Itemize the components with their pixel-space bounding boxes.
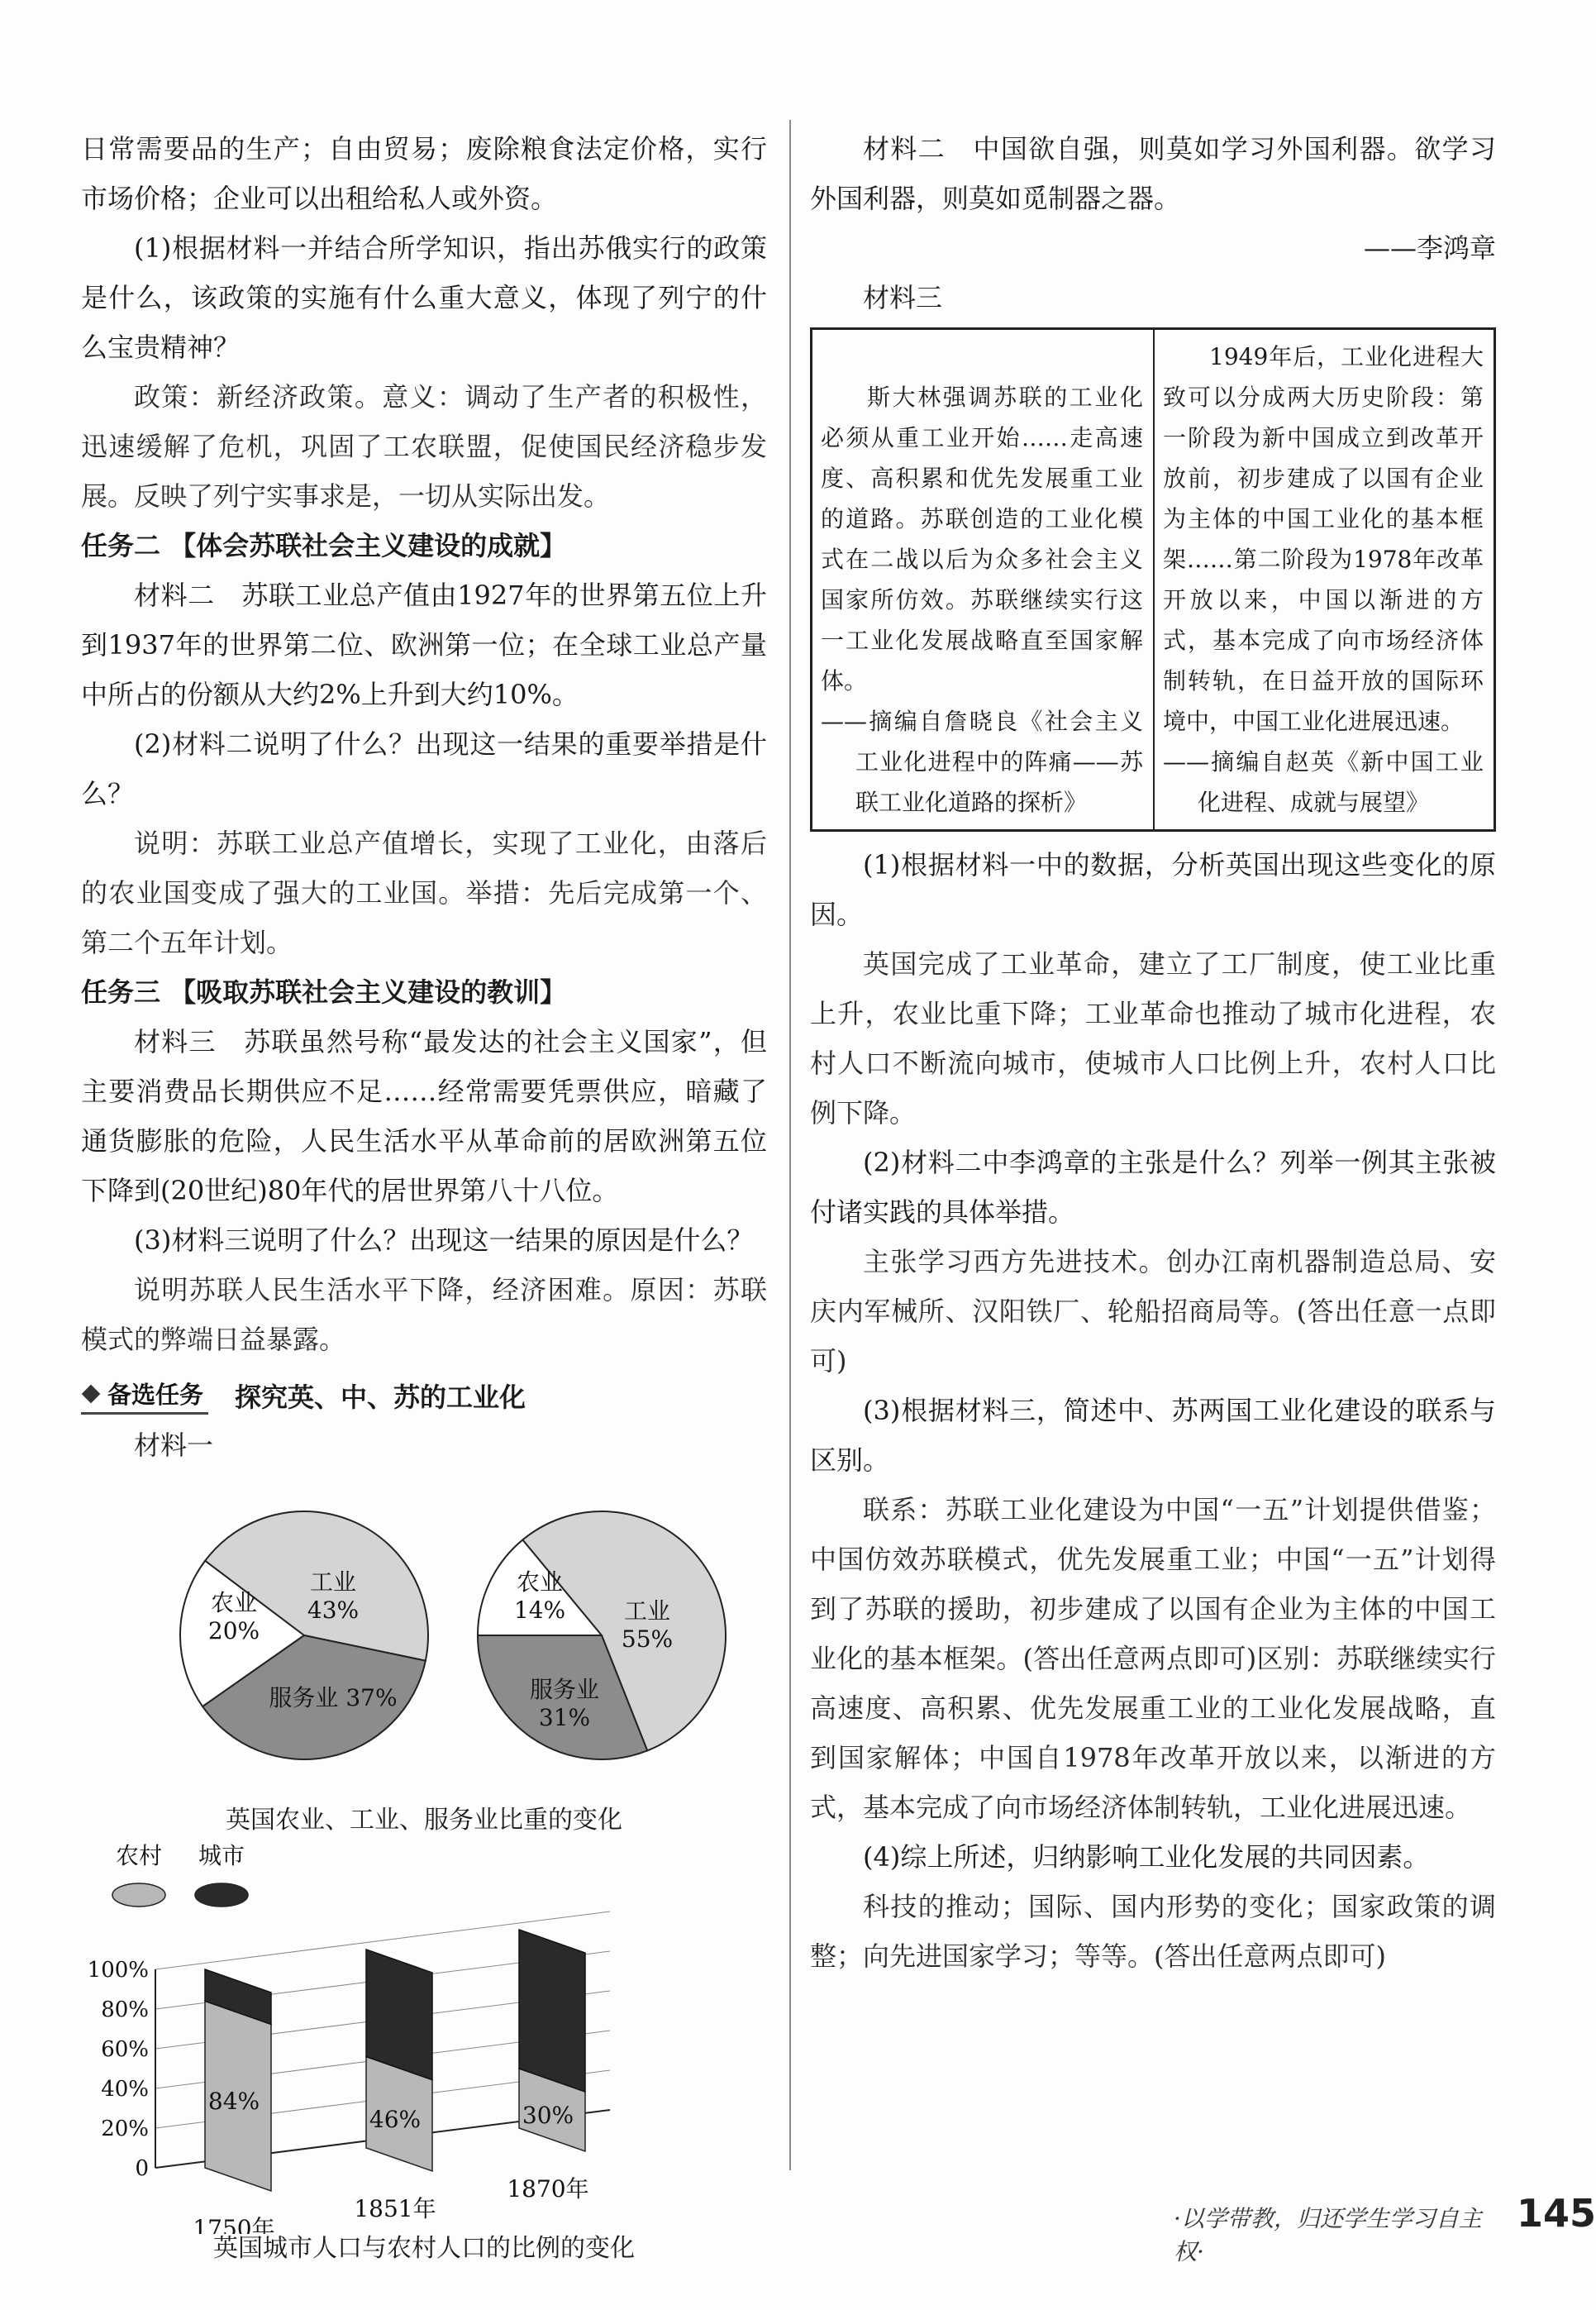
question-3: (3)材料三说明了什么？出现这一结果的原因是什么？ <box>134 1224 754 1256</box>
task-3-heading: 任务三 【吸取苏联社会主义建设的教训】 <box>81 976 567 1008</box>
table-left-source: ——摘编自詹晓良《社会主义工业化进程中的阵痛——苏联工业化道路的探析》 <box>821 708 1143 816</box>
x-tick-label: 1750年 <box>193 2215 275 2234</box>
legend-swatch <box>112 1883 165 1907</box>
pie-label-text: 服务业 <box>529 1676 600 1703</box>
optional-task-title: 探究英、中、苏的工业化 <box>235 1382 526 1413</box>
bar-chart-caption: 英国城市人口与农村人口的比例的变化 <box>213 2234 635 2263</box>
pie-label-text: 工业 <box>309 1568 357 1596</box>
x-tick-label: 1851年 <box>354 2195 436 2222</box>
right-question-2: (2)材料二中李鸿章的主张是什么？列举一例其主张被付诸实践的具体举措。 <box>810 1147 1496 1228</box>
page-number: 145 <box>1516 2191 1596 2236</box>
answer-3: 说明苏联人民生活水平下降，经济困难。原因：苏联模式的弊端日益暴露。 <box>81 1274 767 1355</box>
task-2-heading: 任务二 【体会苏联社会主义建设的成就】 <box>81 530 567 561</box>
bar-group <box>193 1969 274 2234</box>
optional-task-heading <box>81 1371 767 1420</box>
right-question-3: (3)根据材料三，简述中、苏两国工业化建设的联系与区别。 <box>810 1395 1496 1476</box>
question-2: (2)材料二说明了什么？出现这一结果的重要举措是什么？ <box>81 728 767 809</box>
bar-chart <box>81 1837 767 2234</box>
pie-slice-label <box>622 1597 673 1653</box>
y-tick-label: 40% <box>101 2077 149 2102</box>
pie-label-text: 农业 <box>210 1589 258 1616</box>
pie-value-text: 31% <box>538 1704 591 1731</box>
pie-slice-label <box>307 1568 359 1624</box>
pie-charts <box>81 1470 767 1801</box>
optional-task-tag <box>81 1377 208 1415</box>
bar-group <box>354 1950 436 2222</box>
x-tick-label: 1870年 <box>507 2175 589 2203</box>
diamond-icon <box>82 1384 101 1403</box>
right-answer-1: 英国完成了工业革命，建立了工厂制度，使工业比重上升，农业比重下降；工业革命也推动了城市化进程，农村人口不断流向城市，使城市人口比例上升，农村人口比例下降。 <box>810 948 1496 1129</box>
pie-value-text: 43% <box>307 1596 360 1624</box>
pie-label-text: 农业 <box>516 1568 564 1596</box>
pie-value-text: 20% <box>207 1617 260 1644</box>
bar-value-label: 46% <box>369 2105 422 2133</box>
bar-value-label: 30% <box>522 2102 574 2129</box>
y-tick-label: 60% <box>101 2037 149 2062</box>
y-tick-label: 20% <box>101 2117 149 2141</box>
material-2: 材料二 苏联工业总产值由1927年的世界第五位上升到1937年的世界第二位、欧洲第一位；在全球工业总产量中所占的份额从大约2%上升到大约10%。 <box>81 580 767 710</box>
pie-value-text: 14% <box>513 1596 566 1624</box>
right-material-2: 材料二 中国欲自强，则莫如学习外国利器。欲学习外国利器，则莫如觅制器之器。 <box>810 133 1496 214</box>
right-material-2-source: ——李鸿章 <box>1363 232 1496 264</box>
material-1-label: 材料一 <box>134 1429 214 1461</box>
y-tick-label: 80% <box>101 1997 149 2022</box>
table-cell-china <box>1153 330 1494 829</box>
answer-2: 说明：苏联工业总产值增长，实现了工业化，由落后的农业国变成了强大的工业国。举措：先后完成第一个、第二个五年计划。 <box>81 828 767 958</box>
table-right-text: 1949年后，工业化进程大致可以分成两大历史阶段：第一阶段为新中国成立到改革开放前，初步建成了以国有企业为主体的中国工业化的基本框架……第二阶段为1978年改革开放以来，中国以渐进的方式，基本完成了向市场经济体制转轨，在日益开放的国际环境中，中国工业化进展迅速。 <box>1163 343 1484 735</box>
bar-urban <box>366 1950 432 2080</box>
answer-1: 政策：新经济政策。意义：调动了生产者的积极性，迅速缓解了危机，巩固了工农联盟，促使国民经济稳步发展。反映了列宁实事求是，一切从实际出发。 <box>81 381 767 512</box>
pie-slice-label <box>530 1676 599 1731</box>
right-answer-3: 联系：苏联工业化建设为中国“一五”计划提供借鉴；中国仿效苏联模式，优先发展重工业；中国“一五”计划得到了苏联的援助，初步建成了以国有企业为主体的中国工业化的基本框架。(答出任意两点即可)区别：苏联继续实行高速度、高积累、优先发展重工业的工业化发展战略，直到国家解体；中国自1978年改革开放以来，以渐进的方式，基本完成了向市场经济体制转轨，工业化进展迅速。 <box>810 1494 1496 1823</box>
column-divider <box>789 120 791 2170</box>
question-1: (1)根据材料一并结合所学知识，指出苏俄实行的政策是什么，该政策的实施有什么重大意义，体现了列宁的什么宝贵精神？ <box>81 232 767 363</box>
right-answer-4: 科技的推动；国际、国内形势的变化；国家政策的调整；向先进国家学习；等等。(答出任意两点即可) <box>810 1891 1496 1972</box>
footer-motto: ·以学带教，归还学生学习自主权· <box>1174 2205 1482 2265</box>
material-3: 材料三 苏联虽然号称“最发达的社会主义国家”，但主要消费品长期供应不足……经常需要凭票供应，暗藏了通货膨胀的危险，人民生活水平从革命前的居欧洲第五位下降到(20世纪)80年代的居世界第八十八位。 <box>81 1026 767 1206</box>
pie-label-text: 服务业 37% <box>269 1684 398 1711</box>
right-question-1: (1)根据材料一中的数据，分析英国出现这些变化的原因。 <box>810 849 1496 930</box>
optional-task-tag-label: 备选任务 <box>107 1381 204 1409</box>
chart-legend <box>112 1842 248 1907</box>
right-answer-2: 主张学习西方先进技术。创办江南机器制造总局、安庆内军械所、汉阳铁厂、轮船招商局等。(答出任意一点即可) <box>810 1246 1496 1377</box>
legend-swatch <box>195 1883 248 1907</box>
page-footer <box>1174 2191 1596 2267</box>
table-left-text: 斯大林强调苏联的工业化必须从重工业开始……走高速度、高积累和优先发展重工业的道路。苏联创造的工业化模式在二战以后为众多社会主义国家所仿效。苏联继续实行这一工业化发展战略直至国家解体。 <box>821 384 1143 694</box>
y-tick-label: 100% <box>87 1958 149 1983</box>
right-question-4: (4)综上所述，归纳影响工业化发展的共同因素。 <box>863 1841 1430 1873</box>
pie-slice-label <box>269 1684 397 1711</box>
pie-value-text: 55% <box>621 1625 674 1653</box>
material-3-table <box>810 327 1496 832</box>
paragraph: 日常需要品的生产；自由贸易；废除粮食法定价格，实行市场价格；企业可以出租给私人或外资。 <box>81 133 767 214</box>
pie-chart-caption: 英国农业、工业、服务业比重的变化 <box>226 1806 622 1835</box>
table-right-source: ——摘编自赵英《新中国工业化进程、成就与展望》 <box>1163 748 1484 816</box>
left-column <box>81 124 767 2265</box>
bar-group <box>507 1930 588 2203</box>
pie-slice-label <box>208 1589 260 1644</box>
table-cell-soviet <box>812 330 1153 829</box>
legend-label: 农村 <box>115 1842 163 1869</box>
bar-value-label: 84% <box>207 2088 260 2116</box>
right-column <box>810 124 1496 1981</box>
pie-label-text: 工业 <box>623 1597 671 1625</box>
pie-slice-label <box>514 1568 565 1624</box>
right-material-3-label: 材料三 <box>863 282 943 313</box>
bar-urban <box>519 1930 585 2092</box>
y-tick-label: 0 <box>135 2156 149 2181</box>
legend-label: 城市 <box>198 1842 245 1869</box>
